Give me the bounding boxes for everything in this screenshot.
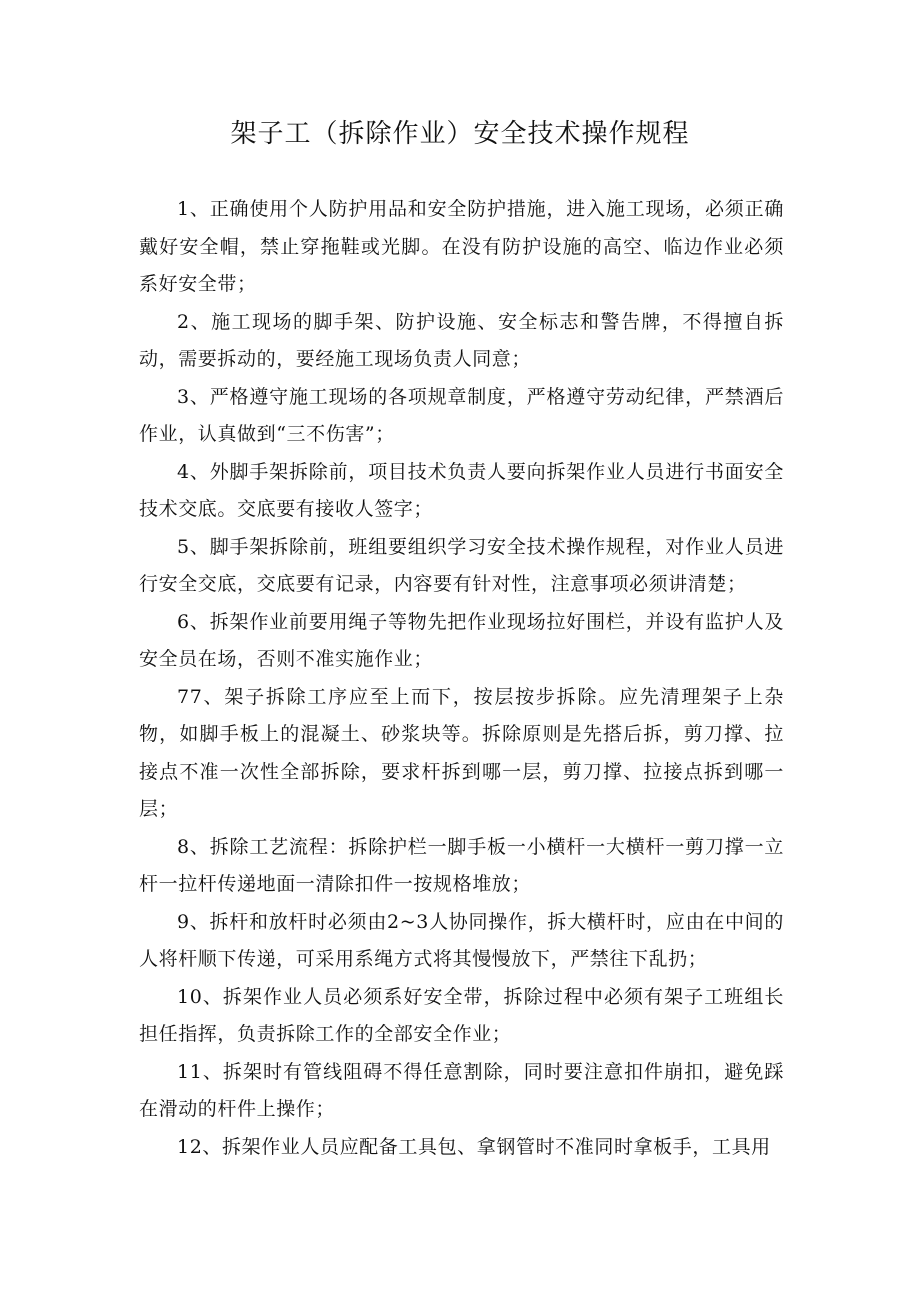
document-title: 架子工（拆除作业）安全技术操作规程 — [230, 119, 690, 149]
paragraph-7: 77、架子拆除工序应至上而下，按层按步拆除。应先清理架子上杂物，如脚手板上的混凝土、砂浆块等。拆除原则是先搭后拆，剪刀撑、拉接点不准一次性全部拆除，要求杆拆到哪一层，剪刀撑、拉接点拆到哪一层； — [139, 685, 784, 820]
paragraph-6: 6、拆架作业前要用绳子等物先把作业现场拉好围栏，并设有监护人及安全员在场，否则不准实施作业； — [139, 610, 784, 670]
paragraph-11: 11、拆架时有管线阻碍不得任意割除，同时要注意扣件崩扣，避免踩在滑动的杆件上操作； — [139, 1060, 784, 1120]
paragraph-2: 2、施工现场的脚手架、防护设施、安全标志和警告牌，不得擅自拆动，需要拆动的，要经施工现场负责人同意； — [139, 310, 784, 370]
paragraph-1: 1、正确使用个人防护用品和安全防护措施，进入施工现场，必须正确戴好安全帽，禁止穿拖鞋或光脚。在没有防护设施的高空、临边作业必须系好安全带； — [139, 198, 784, 295]
paragraph-4: 4、外脚手架拆除前，项目技术负责人要向拆架作业人员进行书面安全技术交底。交底要有接收人签字； — [139, 460, 784, 520]
paragraph-3: 3、严格遵守施工现场的各项规章制度，严格遵守劳动纪律，严禁酒后作业，认真做到“三不伤害”； — [139, 385, 784, 445]
paragraph-12: 12、拆架作业人员应配备工具包、拿钢管时不准同时拿板手，工具用 — [177, 1135, 771, 1158]
paragraph-9: 9、拆杆和放杆时必须由2~3人协同操作，拆大横杆时，应由在中间的人将杆顺下传递，可采用系绳方式将其慢慢放下，严禁往下乱扔； — [139, 910, 784, 970]
paragraph-5: 5、脚手架拆除前，班组要组织学习安全技术操作规程，对作业人员进行安全交底，交底要有记录，内容要有针对性，注意事项必须讲清楚； — [139, 535, 784, 595]
paragraph-8: 8、拆除工艺流程：拆除护栏一脚手板一小横杆一大横杆一剪刀撑一立杆一拉杆传递地面一清除扣件一按规格堆放； — [139, 835, 784, 895]
document-body — [139, 191, 784, 1166]
paragraph-10: 10、拆架作业人员必须系好安全带，拆除过程中必须有架子工班组长担任指挥，负责拆除工作的全部安全作业； — [139, 985, 784, 1045]
